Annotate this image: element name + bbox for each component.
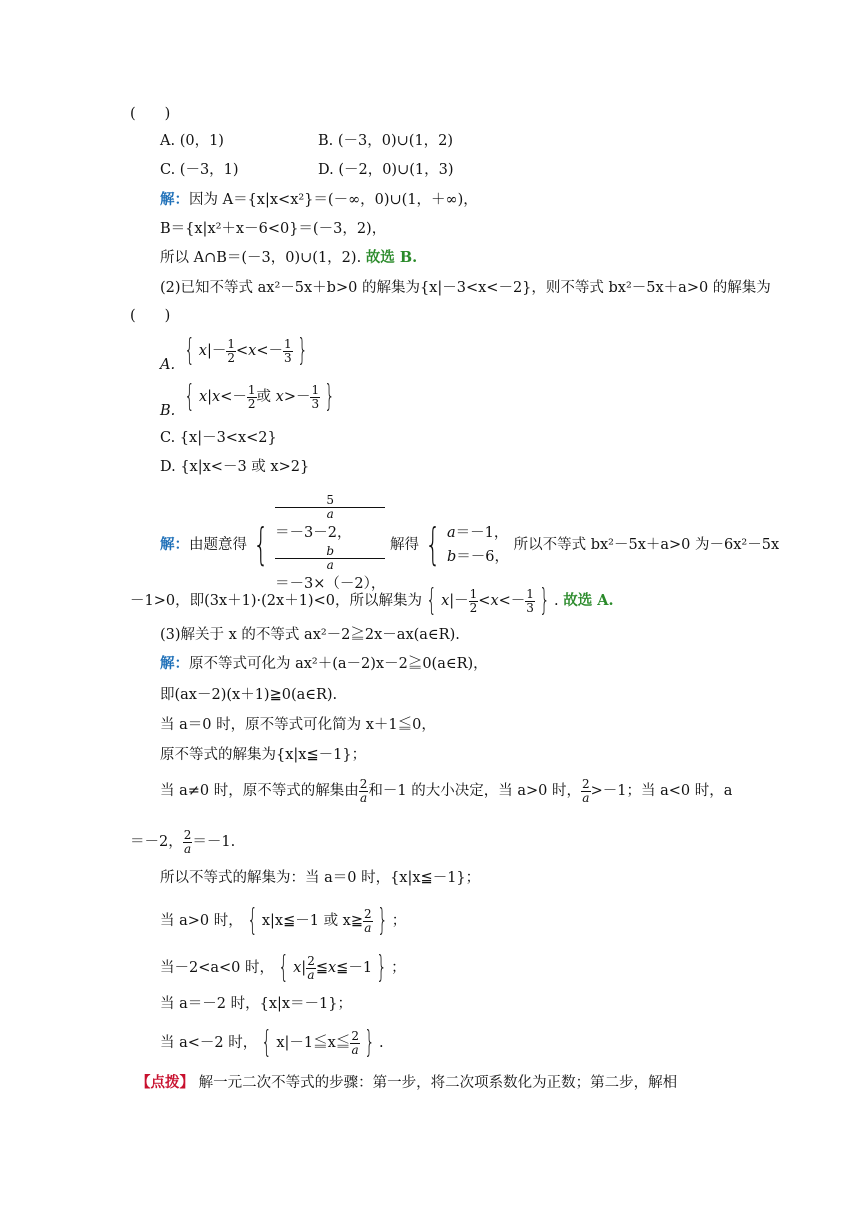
- q3-case-2: 当－2<a<0 时， { x| $\frac{2}{a}$ ≦x≦－1 } ；: [160, 950, 406, 985]
- q2-answer: 故选 A.: [563, 592, 614, 609]
- solution-label: 解：: [160, 655, 189, 672]
- q3-solution-text-5a: 当 a≠0 时，原不等式的解集由: [160, 783, 359, 799]
- equation-system-2: a＝－1， b＝－6，: [446, 525, 509, 565]
- q3-case-3: 当 a＝－2 时，{x|x＝－1}；: [160, 996, 353, 1012]
- q2-solution-text-1: 由题意得: [189, 537, 247, 553]
- q1-solution-text-3: 所以 A∩B＝(－3，0)∪(1，2).: [160, 250, 362, 266]
- q2-option-b: B. { x|x<－ $\frac{1}{2}$ 或 x>－ $\frac{1}{3}$ }: [160, 379, 335, 419]
- q1-solution-line-1: [160, 190, 478, 210]
- q3-solution-line-5: 当 a≠0 时，原不等式的解集由 $\frac{2}{a}$ 和－1 的大小决定，当 a>0 时， $\frac{2}{a}$ >－1；当 a<0 时，a: [160, 776, 733, 805]
- q3-solution-text-5c: >－1；当 a<0 时，a: [590, 783, 733, 799]
- q1-option-a: A. (0，1): [160, 133, 224, 149]
- brace-left: {: [261, 1025, 273, 1060]
- q2-solution-text-2: 解得: [389, 537, 419, 553]
- q2-solution-line-1: [160, 494, 779, 596]
- q3-solution-text-5b: 和－1 的大小决定，当 a>0 时，: [368, 783, 581, 799]
- equation-system-1: 5 a ＝－3－2， b a ＝－3×（－2），: [275, 493, 386, 592]
- q3-case-4-set: x|－1≦x≦: [276, 1035, 351, 1051]
- solution-label: 解：: [160, 536, 189, 553]
- q1-solution-line-3: [160, 248, 417, 268]
- q3-solution-text-6: ＝－2，: [130, 834, 183, 850]
- brace-right: }: [324, 379, 335, 414]
- q3-solution-text-6b: ＝－1.: [192, 834, 236, 850]
- system-brace: {: [425, 519, 441, 570]
- brace-right: }: [376, 950, 387, 985]
- brace-left: {: [183, 333, 195, 368]
- q2-option-d: D. {x|x<－3 或 x>2}: [160, 459, 310, 475]
- q2-paren: ( ): [130, 308, 171, 324]
- q3-case-4-label: 当 a<－2 时，: [160, 1035, 258, 1051]
- brace-left: {: [184, 379, 195, 414]
- tip-label: 【点拨】: [136, 1074, 194, 1091]
- q3-solution-line-4: 原不等式的解集为{x|x≦－1}；: [160, 747, 367, 763]
- q2-stem: (2)已知不等式 ax²－5x＋b>0 的解集为{x|－3<x<－2}，则不等式 bx²－5x＋a>0 的解集为: [160, 280, 771, 296]
- q3-stem: (3)解关于 x 的不等式 ax²－2≧2x－ax(a∈R).: [160, 627, 460, 643]
- brace-right: }: [539, 583, 550, 618]
- q3-case-1-set: x|x≦－1 或 x≧: [261, 913, 364, 929]
- brace-right: }: [376, 903, 388, 938]
- q3-solution-line-7: 所以不等式的解集为：当 a＝0 时，{x|x≦－1}；: [160, 870, 481, 886]
- q3-case-4: 当 a<－2 时， { x|－1≦x≦ $\frac{2}{a}$ } .: [160, 1025, 384, 1060]
- q2-solution-text-3: 所以不等式 bx²－5x＋a>0 为－6x²－5x: [513, 537, 780, 553]
- q1-answer: 故选 B.: [365, 249, 418, 266]
- q1-paren: ( ): [130, 106, 171, 122]
- q3-solution-line-6: ＝－2， $\frac{2}{a}$ ＝－1.: [130, 827, 236, 856]
- brace-left: {: [247, 903, 258, 938]
- q3-solution-line-2: 即(ax－2)(x＋1)≧0(a∈R).: [160, 687, 338, 703]
- system-brace: {: [253, 519, 269, 570]
- brace-left: {: [278, 950, 289, 985]
- q3-solution-line-1: [160, 654, 488, 674]
- q1-option-b: B. (－3，0)∪(1，2): [318, 133, 454, 149]
- q2-option-a: A. { x|－ $\frac{1}{2}$ <x<－ $\frac{1}{3}$ }: [160, 333, 308, 373]
- tip-text: 解一元二次不等式的步骤：第一步，将二次项系数化为正数；第二步，解相: [198, 1075, 678, 1091]
- brace-right: }: [364, 1025, 375, 1060]
- brace-left: {: [426, 583, 437, 618]
- q3-case-1: 当 a>0 时， { x|x≦－1 或 x≧ $\frac{2}{a}$ } ；: [160, 903, 407, 938]
- q1-option-d: D. (－2，0)∪(1，3): [318, 162, 454, 178]
- q2-solution-line-2: －1>0，即(3x＋1)·(2x＋1)<0，所以解集为 { x|－ $\frac{1}{2}$ <x<－ $\frac{1}{3}$ } . 故选 A.: [130, 583, 614, 618]
- q3-solution-line-3: 当 a＝0 时，原不等式可化简为 x＋1≦0，: [160, 717, 436, 733]
- q1-option-c: C. (－3，1): [160, 162, 239, 178]
- q1-solution-text-1: 因为 A＝{x|x<x²}＝(－∞，0)∪(1，＋∞)，: [189, 192, 478, 208]
- q3-solution-text-1: 原不等式可化为 ax²＋(a－2)x－2≧0(a∈R)，: [189, 656, 488, 672]
- q1-solution-line-2: B＝{x|x²＋x－6<0}＝(－3，2)，: [160, 221, 387, 237]
- solution-label: 解：: [160, 191, 189, 208]
- tip-line: [136, 1073, 677, 1093]
- q2-solution-text-4: －1>0，即(3x＋1)·(2x＋1)<0，所以解集为: [130, 593, 422, 609]
- q2-option-c: C. {x|－3<x<2}: [160, 430, 277, 446]
- brace-right: }: [296, 333, 308, 368]
- q3-case-1-label: 当 a>0 时，: [160, 913, 243, 929]
- q3-case-2-label: 当－2<a<0 时，: [160, 960, 275, 976]
